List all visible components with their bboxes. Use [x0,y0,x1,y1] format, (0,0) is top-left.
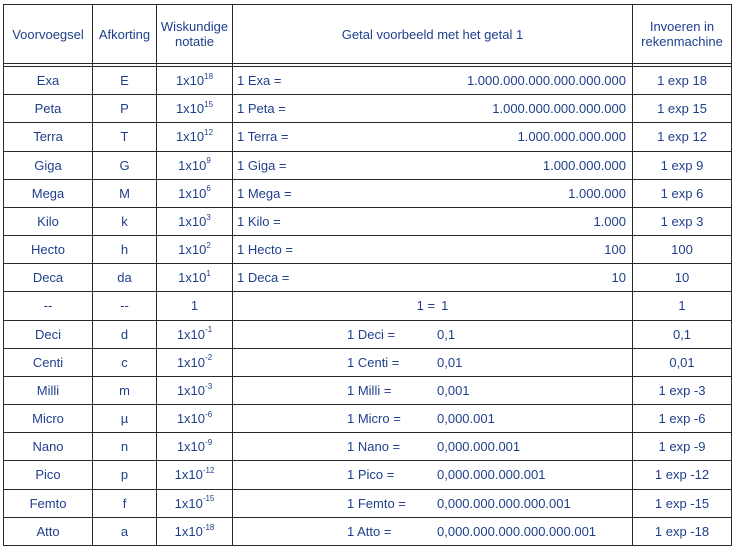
table-row [4,461,732,489]
math-notation-cell [157,264,233,292]
prefix-cell: Deci [4,320,93,348]
table-row [4,179,732,207]
abbreviation-cell: E [93,67,157,95]
example-label: 1 Hecto = [237,242,294,258]
prefix-cell: Centi [4,348,93,376]
example-cell [233,461,633,489]
prefix-cell: Pico [4,461,93,489]
table-row [4,95,732,123]
example-label: 1 Nano = [347,439,401,455]
prefix-cell: -- [4,292,93,320]
notation-base: 1x10 [176,382,206,398]
math-notation-cell [157,433,233,461]
table-row [4,264,732,292]
table-row [4,320,732,348]
example-value: 1.000 [593,213,626,229]
notation-base: 1x10 [174,467,203,483]
example-value: 0,000.000.001 [437,439,521,455]
example-label: 1 Femto = [347,495,406,511]
notation-exponent: 15 [204,99,214,109]
header-prefix: Voorvoegsel [4,5,93,64]
header-row [4,5,732,64]
example-value: 10 [611,270,626,286]
example-cell [233,320,633,348]
table-row [4,489,732,517]
table-row [4,236,732,264]
calculator-input-cell: 1 exp -18 [633,517,732,545]
prefix-cell: Terra [4,123,93,151]
calculator-input-cell: 1 exp 15 [633,95,732,123]
example-cell [233,236,633,264]
example-cell [233,207,633,235]
math-notation-cell [157,123,233,151]
example-cell [233,292,633,320]
notation-exponent: -15 [202,494,215,504]
prefix-cell: Micro [4,405,93,433]
prefix-cell: Mega [4,179,93,207]
table-row [4,151,732,179]
example-cell [233,348,633,376]
notation-exponent: 12 [204,128,214,138]
example-label: 1 Milli = [347,382,392,398]
si-prefix-table [3,4,732,546]
example-cell [233,95,633,123]
header-example: Getal voorbeeld met het getal 1 [233,5,633,64]
abbreviation-cell: G [93,151,157,179]
table-row [4,348,732,376]
math-notation-cell [157,179,233,207]
math-notation-cell [157,151,233,179]
example-cell [233,376,633,404]
prefix-cell: Exa [4,67,93,95]
example-label: 1 Deci = [347,326,396,342]
math-notation-cell [157,320,233,348]
abbreviation-cell: µ [93,405,157,433]
example-cell [233,433,633,461]
notation-base: 1x10 [174,523,203,539]
example-label: 1 Peta = [237,101,286,117]
example-label: 1 Kilo = [237,213,281,229]
notation-exponent: 3 [206,212,211,222]
prefix-cell: Milli [4,376,93,404]
calculator-input-cell: 0,01 [633,348,732,376]
abbreviation-cell: h [93,236,157,264]
example-value: 0,1 [437,326,456,342]
example-cell [233,67,633,95]
abbreviation-cell: k [93,207,157,235]
example-label: 1 Exa = [237,73,282,89]
example-value: 0,01 [437,354,463,370]
notation-base: 1x10 [176,439,206,455]
table-row [4,123,732,151]
calculator-input-cell: 1 [633,292,732,320]
notation-base: 1x10 [178,270,207,286]
notation-base: 1x10 [176,411,206,427]
math-notation-cell [157,236,233,264]
notation-exponent: -9 [205,437,213,447]
abbreviation-cell: f [93,489,157,517]
math-notation-cell [157,405,233,433]
example-label: 1 Centi = [347,354,400,370]
example-cell [233,264,633,292]
table-row [4,433,732,461]
math-notation-cell [157,207,233,235]
calculator-input-cell: 10 [633,264,732,292]
abbreviation-cell: M [93,179,157,207]
example-label: 1 Pico = [347,467,395,483]
notation-exponent: -18 [202,522,215,532]
notation-base: 1x10 [178,213,207,229]
example-cell [233,517,633,545]
table-body [4,67,732,546]
math-notation-cell [157,67,233,95]
example-value: 1.000.000.000.000 [517,129,626,145]
prefix-cell: Femto [4,489,93,517]
notation-base: 1x10 [176,326,206,342]
math-notation-cell [157,348,233,376]
example-cell [233,151,633,179]
header-calculator-input [633,5,732,64]
notation-exponent: 2 [206,240,211,250]
abbreviation-cell: d [93,320,157,348]
abbreviation-cell: T [93,123,157,151]
example-cell [233,123,633,151]
prefix-cell: Kilo [4,207,93,235]
example-value: 1.000.000.000.000.000 [492,101,626,117]
abbreviation-cell: P [93,95,157,123]
calculator-input-cell: 0,1 [633,320,732,348]
prefix-cell: Hecto [4,236,93,264]
abbreviation-cell: a [93,517,157,545]
abbreviation-cell: da [93,264,157,292]
abbreviation-cell: n [93,433,157,461]
math-notation-cell [157,517,233,545]
example-value: 0,000.000.000.001 [437,467,546,483]
prefix-cell: Peta [4,95,93,123]
notation-exponent: 9 [206,156,211,166]
header-math-notation [157,5,233,64]
calculator-input-cell: 1 exp 3 [633,207,732,235]
example-value: 0,000.000.000.000.001 [437,495,571,511]
notation-base: 1x10 [176,354,206,370]
example-cell [233,179,633,207]
example-label: 1 Atto = [347,523,392,539]
notation-base: 1x10 [175,101,205,117]
notation-base: 1x10 [178,185,207,201]
abbreviation-cell: p [93,461,157,489]
calculator-input-cell: 1 exp 18 [633,67,732,95]
notation-exponent: 1 [206,268,211,278]
example-value: 1 [441,298,449,314]
example-value: 0,000.000.000.000.000.001 [437,523,597,539]
example-value: 1.000.000 [568,185,626,201]
table-row [4,292,732,320]
abbreviation-cell: -- [93,292,157,320]
example-value: 0,001 [437,382,470,398]
notation-exponent: 6 [206,184,211,194]
notation-base: 1x10 [175,129,205,145]
calculator-input-cell: 1 exp -12 [633,461,732,489]
notation-exponent: -6 [205,409,213,419]
math-notation-cell [157,489,233,517]
prefix-cell: Atto [4,517,93,545]
header-math-line2: notatie [174,34,215,49]
calculator-input-cell: 1 exp 6 [633,179,732,207]
prefix-cell: Giga [4,151,93,179]
table-row [4,207,732,235]
notation-base: 1x10 [178,242,207,258]
table-row [4,67,732,95]
notation-exponent: -12 [202,466,215,476]
prefix-cell: Nano [4,433,93,461]
calculator-input-cell: 100 [633,236,732,264]
example-label: 1 Mega = [237,185,292,201]
notation-exponent: -3 [205,381,213,391]
header-abbreviation: Afkorting [93,5,157,64]
header-calc-line2: rekenmachine [641,34,723,49]
math-notation-cell [157,292,233,320]
example-label: 1 Micro = [347,411,401,427]
example-value: 0,000.001 [437,411,495,427]
header-math-line1: Wiskundige [160,19,229,34]
calculator-input-cell: 1 exp -6 [633,405,732,433]
header-calc-line1: Invoeren in [649,19,715,34]
calculator-input-cell: 1 exp 9 [633,151,732,179]
math-notation-cell [157,376,233,404]
notation-base: 1x10 [175,73,205,89]
example-label: 1 Giga = [237,157,287,173]
example-label: 1 Deca = [237,270,290,286]
notation-exponent: -1 [205,325,213,335]
example-value: 1.000.000.000.000.000.000 [466,73,626,89]
example-value: 100 [604,242,626,258]
calculator-input-cell: 1 exp -9 [633,433,732,461]
calculator-input-cell: 1 exp -3 [633,376,732,404]
notation-base: 1x10 [178,157,207,173]
table-row [4,517,732,545]
notation-exponent: 18 [204,71,214,81]
example-cell [233,489,633,517]
example-label: 1 = [416,298,436,314]
abbreviation-cell: c [93,348,157,376]
prefix-cell: Deca [4,264,93,292]
notation-base: 1x10 [174,495,203,511]
notation-base: 1 [190,298,199,314]
notation-exponent: -2 [205,353,213,363]
example-cell [233,405,633,433]
table-row [4,376,732,404]
example-label: 1 Terra = [237,129,289,145]
calculator-input-cell: 1 exp 12 [633,123,732,151]
abbreviation-cell: m [93,376,157,404]
math-notation-cell [157,461,233,489]
calculator-input-cell: 1 exp -15 [633,489,732,517]
table-row [4,405,732,433]
example-value: 1.000.000.000 [542,157,626,173]
math-notation-cell [157,95,233,123]
